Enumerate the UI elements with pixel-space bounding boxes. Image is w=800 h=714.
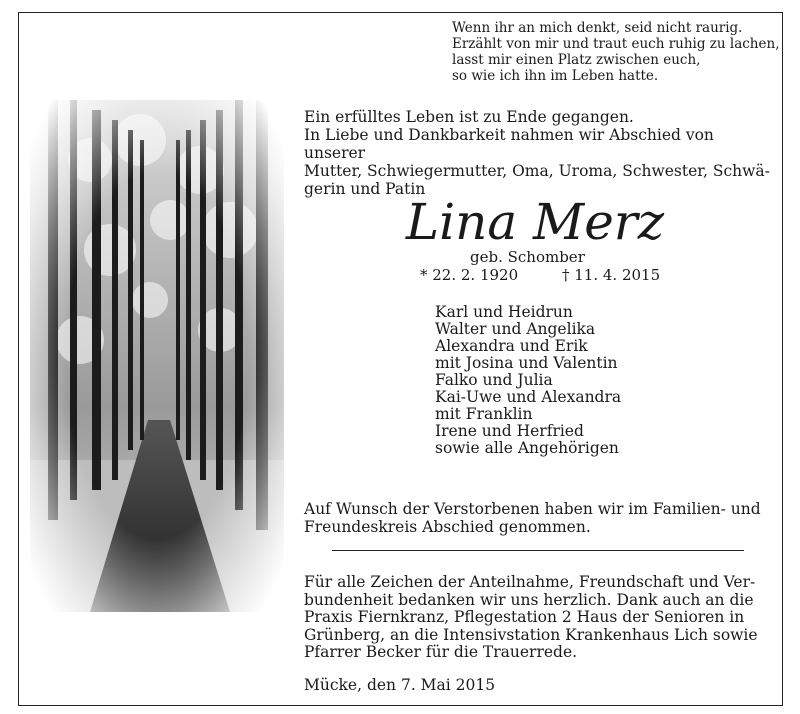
poem bbox=[452, 20, 782, 84]
divider-line bbox=[332, 550, 744, 551]
family-list bbox=[435, 304, 735, 457]
intro-line: gerin und Patin bbox=[304, 180, 426, 198]
family-member: mit Franklin bbox=[435, 405, 533, 423]
thanks-text bbox=[304, 574, 774, 662]
family-member: mit Josina und Valentin bbox=[435, 354, 618, 372]
poem-line: Erzählt von mir und traut euch ruhig zu lachen, bbox=[452, 36, 780, 52]
thanks-line: Grünberg, an die Intensivstation Krankenhaus Lich sowie bbox=[304, 625, 758, 644]
poem-line: lasst mir einen Platz zwischen euch, bbox=[452, 52, 701, 68]
place-date: Mücke, den 7. Mai 2015 bbox=[304, 676, 496, 694]
family-member: Walter und Angelika bbox=[435, 320, 596, 338]
family-member: Falko und Julia bbox=[435, 371, 553, 389]
family-member: Alexandra und Erik bbox=[435, 337, 588, 355]
farewell-line: Auf Wunsch der Verstorbenen haben wir im Familien- und bbox=[304, 500, 761, 518]
intro-text bbox=[304, 108, 774, 198]
family-member: sowie alle Angehörigen bbox=[435, 439, 619, 457]
farewell-line: Freundeskreis Abschied genommen. bbox=[304, 518, 591, 536]
intro-line: In Liebe und Dankbarkeit nahmen wir Abschied von unserer bbox=[304, 126, 714, 162]
deceased-name: Lina Merz bbox=[405, 193, 665, 251]
farewell-notice bbox=[304, 500, 774, 536]
poem-line: so wie ich ihn im Leben hatte. bbox=[452, 68, 659, 84]
thanks-line: bundenheit bedanken wir uns herzlich. Dank auch an die bbox=[304, 590, 754, 609]
poem-line: Wenn ihr an mich denkt, seid nicht raurig. bbox=[452, 20, 743, 36]
maiden-name: geb. Schomber bbox=[470, 248, 585, 266]
thanks-line: Für alle Zeichen der Anteilnahme, Freundschaft und Ver- bbox=[304, 573, 756, 591]
family-member: Kai-Uwe und Alexandra bbox=[435, 388, 622, 406]
family-member: Irene und Herfried bbox=[435, 422, 584, 440]
intro-line: Ein erfülltes Leben ist zu Ende gegangen. bbox=[304, 108, 634, 126]
family-member: Karl und Heidrun bbox=[435, 303, 573, 321]
life-dates bbox=[420, 266, 680, 284]
thanks-line: Praxis Fiernkranz, Pflegestation 2 Haus der Senioren in bbox=[304, 608, 745, 626]
forest-path-photo bbox=[30, 100, 284, 612]
death-date: † 11. 4. 2015 bbox=[562, 266, 661, 284]
birth-date: * 22. 2. 1920 bbox=[420, 266, 519, 284]
intro-line: Mutter, Schwiegermutter, Oma, Uroma, Schwester, Schwä- bbox=[304, 162, 770, 180]
thanks-line: Pfarrer Becker für die Trauerrede. bbox=[304, 643, 578, 661]
